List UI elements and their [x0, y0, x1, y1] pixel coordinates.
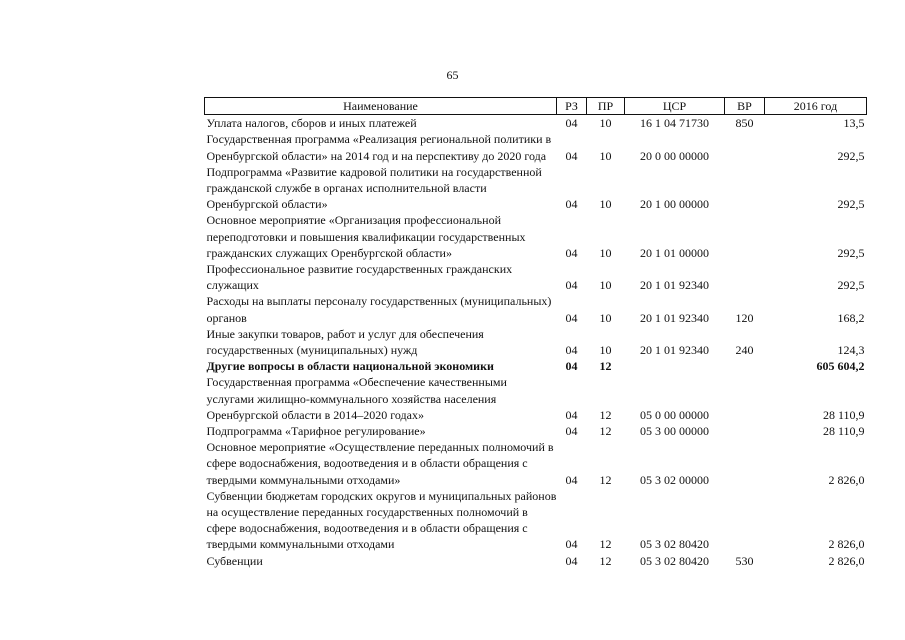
- cell-sum: 2 826,0: [828, 537, 865, 552]
- cell-rz: 04: [565, 407, 578, 422]
- cell-vr: [725, 358, 765, 374]
- table-row: [205, 131, 867, 163]
- cell-name: Расходы на выплаты персоналу государственных (муниципальных) органов: [206, 294, 552, 325]
- table-row: [205, 358, 867, 374]
- cell-csr: 05 3 02 80420: [640, 553, 709, 568]
- cell-vr: [725, 261, 765, 293]
- table-row: [205, 212, 867, 261]
- table-row: [205, 423, 867, 439]
- cell-pr: 12: [599, 424, 612, 439]
- table-body: [205, 115, 867, 569]
- cell-name: Государственная программа «Реализация региональной политики в Оренбургской области» на 2014 год и на перспективу до 2020 года: [206, 132, 552, 163]
- cell-pr: 12: [599, 553, 612, 568]
- cell-pr: 10: [599, 197, 612, 212]
- cell-pr: 10: [599, 310, 612, 325]
- cell-vr: [725, 423, 765, 439]
- cell-name: Иные закупки товаров, работ и услуг для обеспечения государственных (муниципальных) нужд: [206, 326, 484, 358]
- cell-rz: 04: [565, 148, 578, 163]
- cell-rz: 04: [565, 424, 578, 439]
- cell-vr: [725, 374, 765, 423]
- cell-pr: 12: [599, 472, 612, 487]
- cell-sum: 292,5: [837, 245, 865, 260]
- cell-rz: 04: [565, 278, 578, 293]
- cell-vr: 120: [735, 310, 754, 325]
- cell-rz: 04: [565, 116, 578, 131]
- cell-rz: 04: [565, 537, 578, 552]
- table-row: [205, 439, 867, 488]
- header-row: [205, 98, 867, 115]
- cell-csr: 20 1 01 00000: [640, 245, 709, 260]
- cell-rz: 04: [565, 197, 578, 212]
- header-csr: ЦСР: [625, 98, 725, 115]
- cell-sum: 2 826,0: [828, 553, 865, 568]
- cell-sum: 292,5: [837, 148, 865, 163]
- cell-csr: 05 3 02 80420: [640, 537, 709, 552]
- cell-sum: 292,5: [837, 197, 865, 212]
- cell-rz: 04: [565, 359, 578, 374]
- header-pr: ПР: [587, 98, 625, 115]
- page-number: 65: [446, 68, 459, 82]
- cell-name: Профессиональное развитие государственных гражданских служащих: [206, 262, 513, 293]
- cell-pr: 10: [599, 148, 612, 163]
- cell-pr: 12: [599, 407, 612, 422]
- table-row: [205, 374, 867, 423]
- cell-sum: 124,3: [837, 343, 865, 358]
- table-row: [205, 164, 867, 213]
- header-name: Наименование: [205, 98, 557, 115]
- cell-csr: 20 0 00 00000: [640, 148, 709, 163]
- cell-vr: [725, 488, 765, 553]
- cell-sum: 13,5: [843, 116, 865, 131]
- cell-csr: 05 0 00 00000: [640, 407, 709, 422]
- cell-vr: [725, 131, 765, 163]
- cell-csr: 05 3 02 00000: [640, 472, 709, 487]
- cell-csr: 20 1 01 92340: [640, 343, 709, 358]
- cell-pr: 10: [599, 278, 612, 293]
- cell-rz: 04: [565, 310, 578, 325]
- table-row: [205, 553, 867, 569]
- cell-name: Подпрограмма «Развитие кадровой политики на государственной гражданской службе в органах исполнительной власти Оренбургской области»: [206, 164, 542, 212]
- cell-sum: 168,2: [837, 310, 865, 325]
- cell-vr: 850: [735, 116, 754, 131]
- cell-pr: 10: [599, 245, 612, 260]
- cell-name: Подпрограмма «Тарифное регулирование»: [206, 424, 426, 439]
- cell-name: Субвенции: [206, 553, 263, 568]
- cell-vr: [725, 439, 765, 488]
- cell-csr: [625, 358, 725, 374]
- cell-rz: 04: [565, 245, 578, 260]
- table-row: [205, 488, 867, 553]
- cell-name: Основное мероприятие «Осуществление переданных полномочий в сфере водоснабжения, водоотведения и в области обращения с твердыми коммунальными отходами»: [206, 440, 554, 487]
- cell-vr: [725, 164, 765, 213]
- header-vr: ВР: [725, 98, 765, 115]
- cell-vr: [725, 212, 765, 261]
- cell-csr: 20 1 00 00000: [640, 197, 709, 212]
- header-rz: РЗ: [557, 98, 587, 115]
- cell-sum: 605 604,2: [816, 359, 865, 374]
- cell-rz: 04: [565, 343, 578, 358]
- cell-pr: 10: [599, 343, 612, 358]
- cell-csr: 05 3 00 00000: [640, 424, 709, 439]
- cell-name: Субвенции бюджетам городских округов и муниципальных районов на осуществление переданных государственных полномочий в сфере водоснабжения, водоотведения и в области обращения с твердыми коммунальными отходами: [206, 488, 557, 552]
- cell-pr: 10: [599, 116, 612, 131]
- cell-csr: 20 1 01 92340: [640, 310, 709, 325]
- cell-name: Другие вопросы в области национальной экономики: [206, 359, 494, 374]
- cell-name: Государственная программа «Обеспечение качественными услугами жилищно-коммунального хозяйства населения Оренбургской области в 2014–2020 годах»: [206, 375, 507, 422]
- cell-name: Основное мероприятие «Организация профессиональной переподготовки и повышения квалификации государственных гражданских служащих Оренбургской области»: [206, 213, 526, 260]
- cell-rz: 04: [565, 472, 578, 487]
- cell-csr: 20 1 01 92340: [640, 278, 709, 293]
- table-row: [205, 261, 867, 293]
- cell-name: Уплата налогов, сборов и иных платежей: [206, 116, 417, 131]
- cell-sum: 28 110,9: [822, 424, 865, 439]
- table-header: [205, 98, 867, 115]
- cell-pr: 12: [599, 537, 612, 552]
- cell-vr: 240: [735, 343, 754, 358]
- table-row: [205, 326, 867, 358]
- cell-sum: 28 110,9: [822, 407, 865, 422]
- cell-csr: 16 1 04 71730: [640, 116, 709, 131]
- header-sum: 2016 год: [765, 98, 867, 115]
- cell-sum: 292,5: [837, 278, 865, 293]
- cell-pr: 12: [599, 359, 612, 374]
- table-row: [205, 115, 867, 132]
- table-row: [205, 293, 867, 325]
- cell-rz: 04: [565, 553, 578, 568]
- cell-vr: 530: [735, 553, 754, 568]
- cell-sum: 2 826,0: [828, 472, 865, 487]
- budget-table: [204, 97, 867, 569]
